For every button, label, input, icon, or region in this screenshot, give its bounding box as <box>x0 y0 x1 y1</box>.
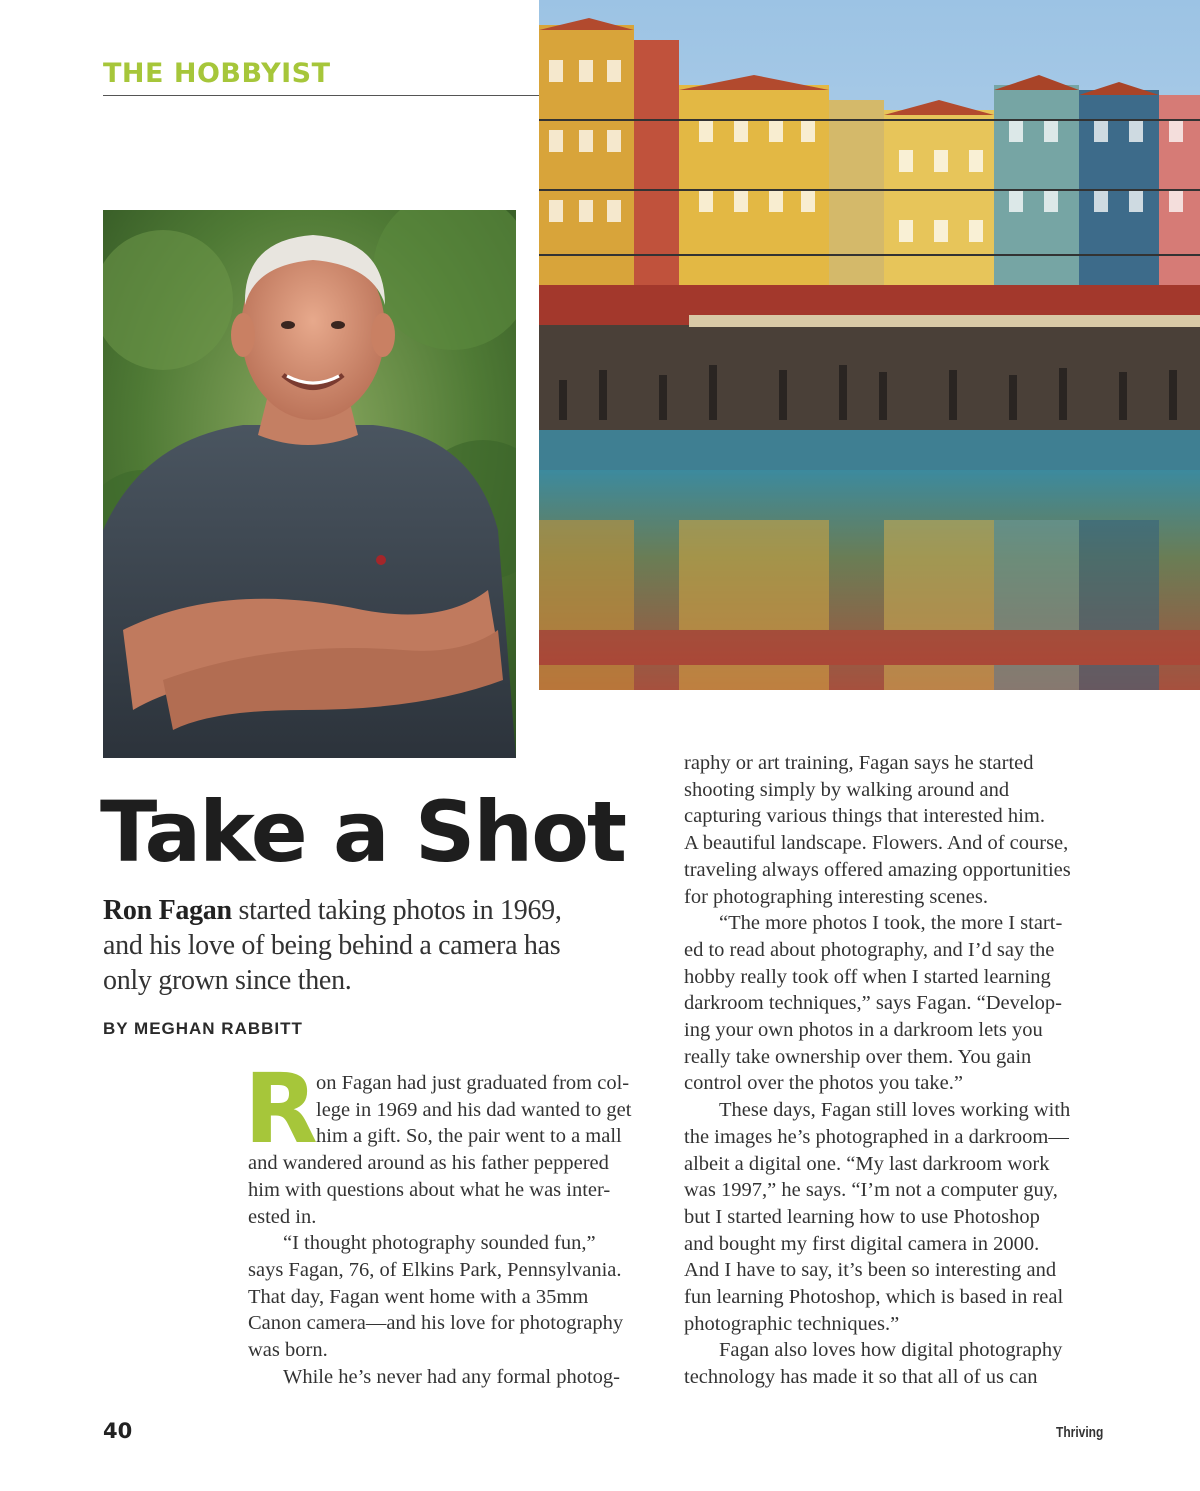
porto-riverside-photo <box>539 0 1200 690</box>
body-text-line: the images he’s photographed in a darkroom— <box>684 1125 1069 1148</box>
body-text-line: While he’s never had any formal photog- <box>283 1365 620 1388</box>
deck-line-2: and his love of being behind a camera has <box>103 930 561 961</box>
section-divider <box>103 95 539 96</box>
body-text-line: him with questions about what he was inter- <box>248 1178 611 1201</box>
body-text-line: and wandered around as his father peppered <box>248 1152 609 1175</box>
page-number: 40 <box>103 1419 133 1443</box>
body-text-line: That day, Fagan went home with a 35mm <box>248 1285 589 1308</box>
body-text-line: photographic techniques.” <box>684 1312 900 1335</box>
deck-line-1: started taking photos in 1969, <box>231 895 562 926</box>
body-text-line: shooting simply by walking around and <box>684 778 1010 801</box>
body-text-line: him a gift. So, the pair went to a mall <box>316 1125 622 1148</box>
drop-cap: R <box>244 1053 318 1165</box>
body-text-line: says Fagan, 76, of Elkins Park, Pennsylvania. <box>248 1258 622 1281</box>
body-text-line: Fagan also loves how digital photography <box>719 1339 1063 1362</box>
byline: BY MEGHAN RABBITT <box>103 1019 303 1038</box>
body-text-line: raphy or art training, Fagan says he started <box>684 752 1034 774</box>
body-text-line: ested in. <box>248 1205 317 1228</box>
body-text-line: “I thought photography sounded fun,” <box>283 1232 596 1255</box>
body-text-line: was born. <box>248 1339 328 1362</box>
body-text-line: And I have to say, it’s been so interesting and <box>684 1259 1057 1282</box>
article-headline: Take a Shot <box>100 783 626 881</box>
portrait-photo <box>103 210 516 758</box>
body-text-line: “The more photos I took, the more I start- <box>719 912 1063 935</box>
body-text-line: fun learning Photoshop, which is based in real <box>684 1286 1064 1309</box>
body-text-line: hobby really took off when I started learning <box>684 965 1051 988</box>
body-text-line: traveling always offered amazing opportunities <box>684 858 1071 881</box>
body-text-line: on Fagan had just graduated from col- <box>316 1072 630 1094</box>
body-text-line: ed to read about photography, and I’d say the <box>684 938 1055 961</box>
body-text-line: darkroom techniques,” says Fagan. “Develop- <box>684 992 1062 1015</box>
body-text-line: and bought my first digital camera in 2000. <box>684 1232 1040 1255</box>
body-text-line: technology has made it so that all of us can <box>684 1366 1038 1389</box>
body-column-2 <box>684 750 1104 1391</box>
body-text-line: These days, Fagan still loves working with <box>719 1099 1071 1122</box>
body-text-line: A beautiful landscape. Flowers. And of course, <box>684 832 1069 855</box>
body-column-1 <box>248 1070 668 1390</box>
body-text-line: albeit a digital one. “My last darkroom work <box>684 1152 1050 1175</box>
body-text-line: Canon camera—and his love for photography <box>248 1312 624 1335</box>
body-text-line: for photographing interesting scenes. <box>684 885 989 908</box>
article-deck <box>103 893 623 998</box>
magazine-name: Thriving <box>1056 1424 1104 1441</box>
body-text-line: really take ownership over them. You gain <box>684 1045 1032 1068</box>
body-text-line: lege in 1969 and his dad wanted to get <box>316 1098 632 1121</box>
body-text-line: but I started learning how to use Photoshop <box>684 1205 1040 1228</box>
body-text-line: capturing various things that interested him. <box>684 805 1045 828</box>
body-text-line: was 1997,” he says. “I’m not a computer guy, <box>684 1179 1058 1202</box>
deck-subject-name: Ron Fagan <box>103 895 232 926</box>
body-text-line: control over the photos you take.” <box>684 1072 963 1095</box>
deck-line-3: only grown since then. <box>103 965 352 996</box>
section-label: THE HOBBYIST <box>103 58 331 89</box>
body-text-line: ing your own photos in a darkroom lets you <box>684 1019 1043 1042</box>
